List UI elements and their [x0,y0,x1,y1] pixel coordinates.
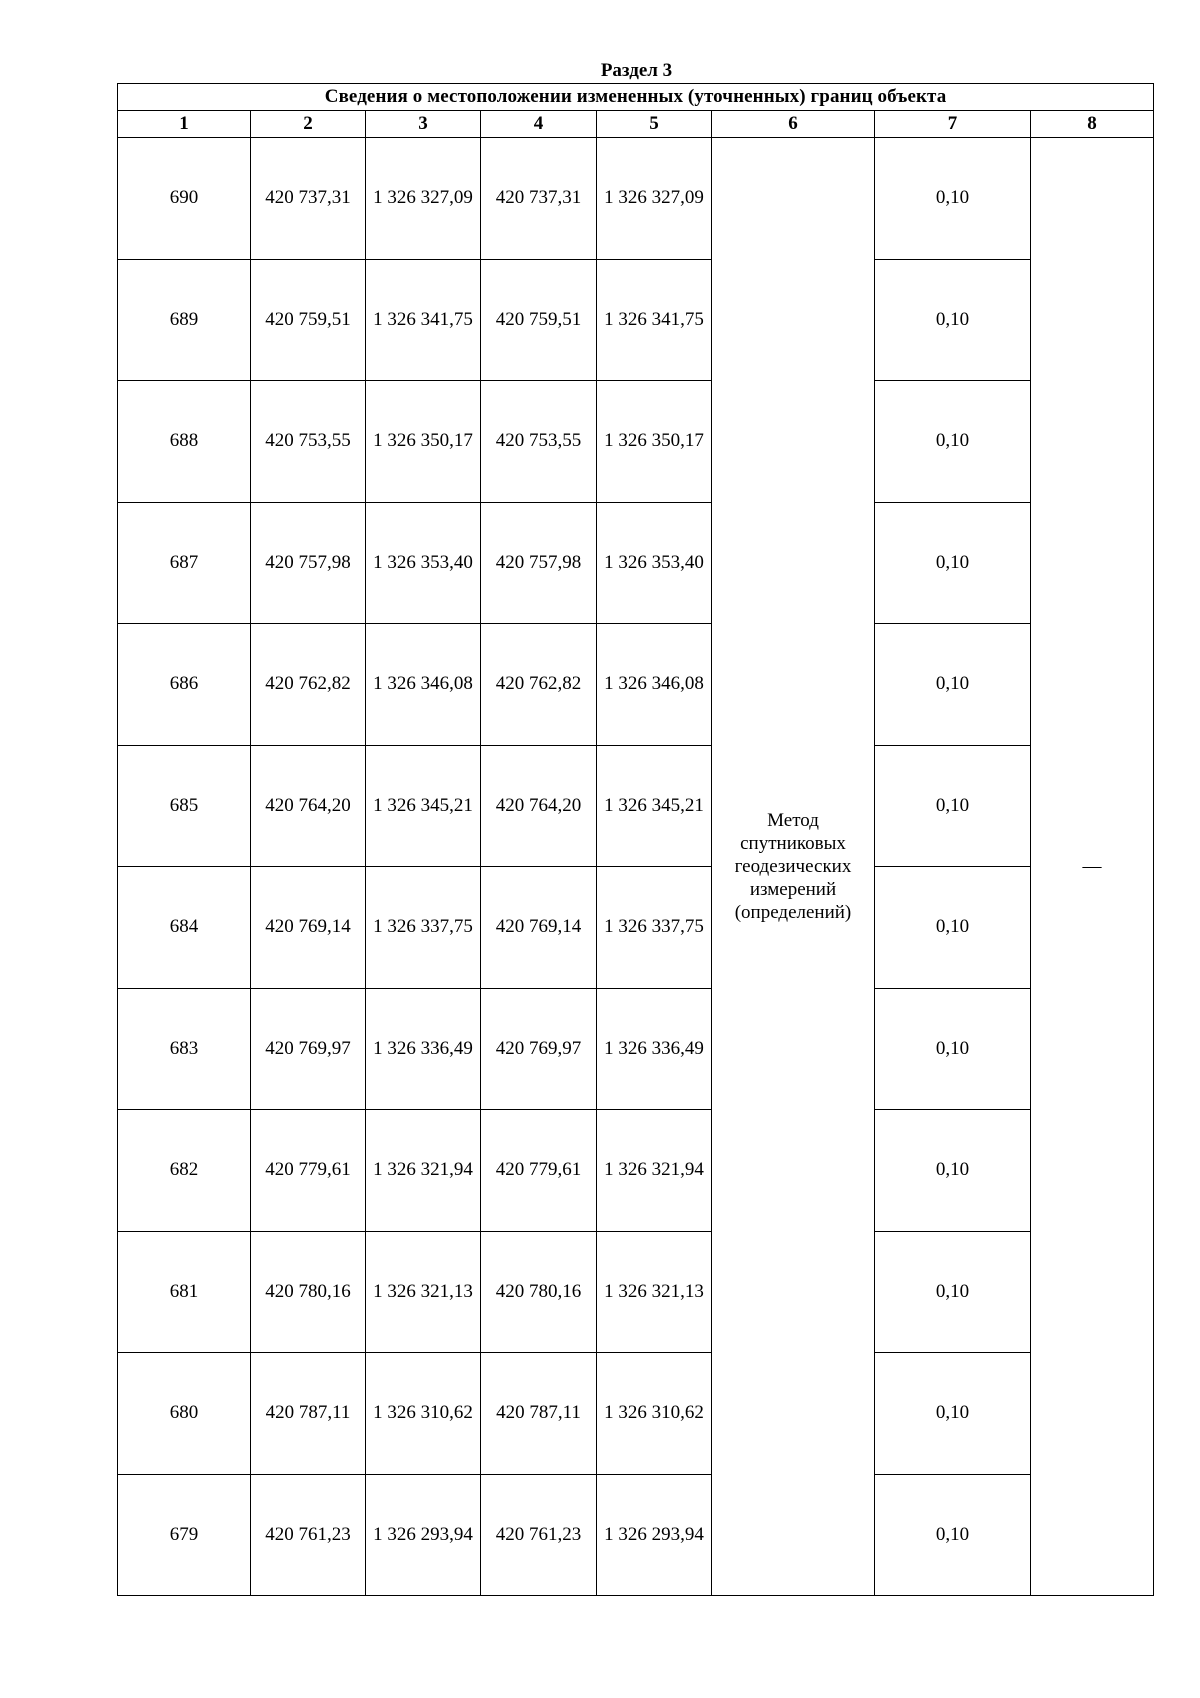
column-number: 3 [366,111,481,138]
precision-cell: 0,10 [875,988,1031,1110]
coordinate-cell: 420 762,82 [251,624,366,746]
coordinate-cell: 420 761,23 [481,1474,597,1596]
table-row [118,138,1154,260]
coordinate-cell: 1 326 350,17 [597,381,712,503]
coordinate-cell: 1 326 293,94 [597,1474,712,1596]
point-number-cell: 679 [118,1474,251,1596]
coordinate-cell: 420 764,20 [251,745,366,867]
point-number-cell: 688 [118,381,251,503]
table-row [118,1231,1154,1353]
precision-cell: 0,10 [875,867,1031,989]
coordinate-cell: 420 737,31 [481,138,597,260]
precision-cell: 0,10 [875,1474,1031,1596]
point-number-cell: 685 [118,745,251,867]
coordinate-cell: 420 769,14 [251,867,366,989]
coordinate-cell: 1 326 341,75 [597,259,712,381]
method-text-line: измерений [749,879,837,900]
coordinate-cell: 420 753,55 [251,381,366,503]
coordinate-cell: 1 326 321,13 [366,1231,481,1353]
precision-cell: 0,10 [875,381,1031,503]
coordinate-cell: 420 761,23 [251,1474,366,1596]
column-number: 4 [481,111,597,138]
coordinate-cell: 1 326 310,62 [366,1353,481,1475]
section-heading: Раздел 3 [600,60,673,81]
point-number-cell: 684 [118,867,251,989]
coordinate-cell: 420 759,51 [481,259,597,381]
table-caption: Сведения о местоположении измененных (уточненных) границ объекта [118,84,1154,111]
column-number: 7 [875,111,1031,138]
precision-cell: 0,10 [875,1110,1031,1232]
coordinate-cell: 420 757,98 [251,502,366,624]
table-row [118,988,1154,1110]
point-number-cell: 686 [118,624,251,746]
method-text-line: (определений) [734,902,852,923]
point-number-cell: 687 [118,502,251,624]
precision-cell: 0,10 [875,1231,1031,1353]
coordinate-cell: 1 326 345,21 [366,745,481,867]
precision-cell: 0,10 [875,502,1031,624]
table-row [118,745,1154,867]
coordinate-cell: 1 326 341,75 [366,259,481,381]
table-row [118,502,1154,624]
method-cell [712,138,875,1596]
coordinate-cell: 1 326 353,40 [597,502,712,624]
coordinate-cell: 420 757,98 [481,502,597,624]
coordinate-cell: 1 326 321,13 [597,1231,712,1353]
coordinate-cell: 420 769,97 [481,988,597,1110]
coordinate-cell: 420 764,20 [481,745,597,867]
table-row [118,259,1154,381]
coordinate-cell: 420 753,55 [481,381,597,503]
table-row [118,1353,1154,1475]
coordinate-cell: 420 762,82 [481,624,597,746]
column-number: 1 [118,111,251,138]
coordinate-cell: 1 326 321,94 [366,1110,481,1232]
coordinate-cell: 420 780,16 [251,1231,366,1353]
coordinate-cell: 1 326 336,49 [366,988,481,1110]
coordinate-cell: 1 326 346,08 [366,624,481,746]
coordinate-cell: 1 326 353,40 [366,502,481,624]
precision-cell: 0,10 [875,138,1031,260]
coordinate-cell: 1 326 350,17 [366,381,481,503]
coordinate-cell: 1 326 327,09 [597,138,712,260]
precision-cell: 0,10 [875,745,1031,867]
coordinate-cell: 1 326 345,21 [597,745,712,867]
method-text-line: Метод [767,810,819,831]
coordinate-cell: 420 769,97 [251,988,366,1110]
method-text-line: спутниковых [740,833,846,854]
column-number: 6 [712,111,875,138]
table-row [118,624,1154,746]
point-number-cell: 683 [118,988,251,1110]
coordinate-cell: 420 759,51 [251,259,366,381]
coordinate-cell: 1 326 337,75 [597,867,712,989]
coordinate-cell: 1 326 293,94 [366,1474,481,1596]
coordinate-cell: 1 326 336,49 [597,988,712,1110]
coordinate-cell: 1 326 321,94 [597,1110,712,1232]
coordinate-cell: 420 769,14 [481,867,597,989]
column-number: 2 [251,111,366,138]
table-row [118,867,1154,989]
coordinate-cell: 1 326 327,09 [366,138,481,260]
table-row [118,1474,1154,1596]
boundary-table [117,83,1154,1596]
column-number: 5 [597,111,712,138]
point-number-cell: 689 [118,259,251,381]
column8-cell: — [1031,138,1154,1596]
coordinate-cell: 420 787,11 [481,1353,597,1475]
point-number-cell: 681 [118,1231,251,1353]
point-number-cell: 682 [118,1110,251,1232]
coordinate-cell: 1 326 310,62 [597,1353,712,1475]
coordinate-cell: 420 779,61 [481,1110,597,1232]
precision-cell: 0,10 [875,1353,1031,1475]
coordinate-cell: 420 780,16 [481,1231,597,1353]
method-text-line: геодезических [734,856,852,877]
table-row [118,1110,1154,1232]
coordinate-cell: 1 326 346,08 [597,624,712,746]
coordinate-cell: 1 326 337,75 [366,867,481,989]
table-row [118,381,1154,503]
precision-cell: 0,10 [875,624,1031,746]
point-number-cell: 690 [118,138,251,260]
coordinate-cell: 420 737,31 [251,138,366,260]
coordinate-cell: 420 779,61 [251,1110,366,1232]
coordinate-cell: 420 787,11 [251,1353,366,1475]
point-number-cell: 680 [118,1353,251,1475]
column-number-row [118,111,1154,138]
column-number: 8 [1031,111,1154,138]
precision-cell: 0,10 [875,259,1031,381]
